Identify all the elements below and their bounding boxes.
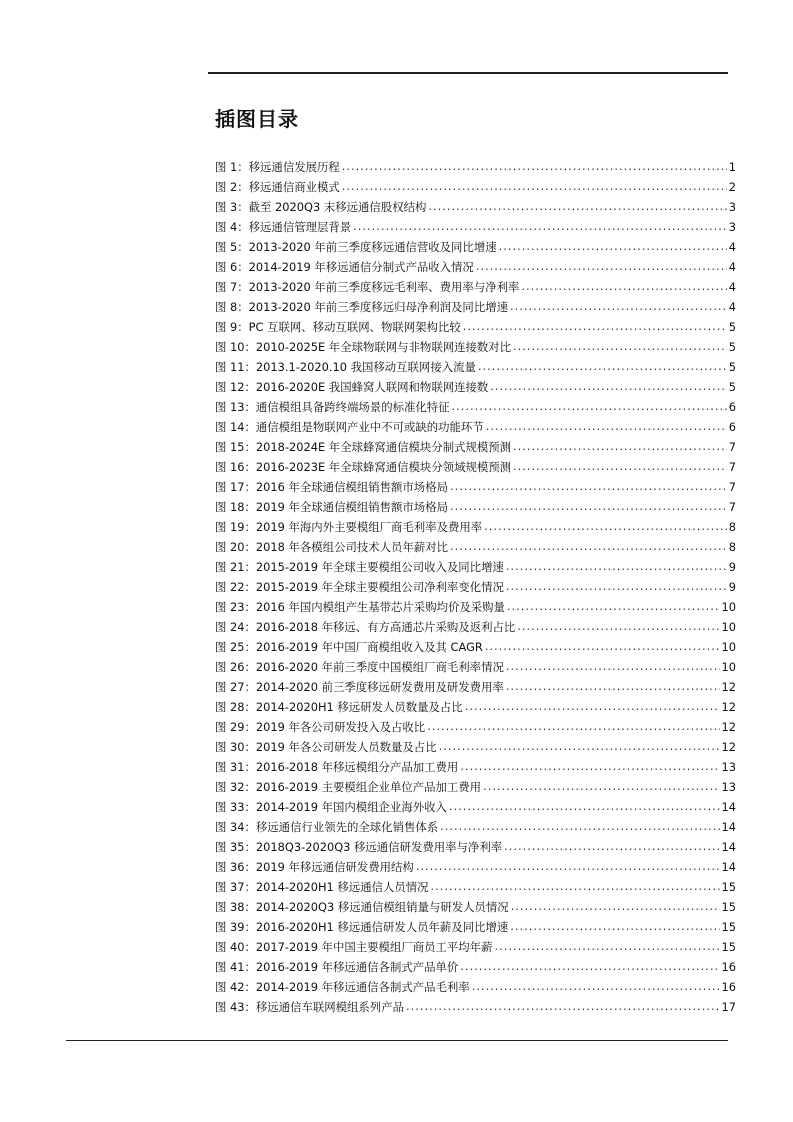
toc-entry[interactable] [215,417,736,437]
toc-entry-page: 1 [728,160,736,174]
toc-entry-page: 14 [721,840,736,854]
toc-entry[interactable] [215,277,736,297]
toc-leader-dots [406,996,720,1016]
toc-entry-label: 图 11：2013.1-2020.10 我国移动互联网接入流量 [215,360,476,374]
toc-entry-page: 9 [728,580,736,594]
toc-entry[interactable] [215,997,736,1017]
toc-entry[interactable] [215,837,736,857]
toc-entry-label: 图 10：2010-2025E 年全球物联网与非物联网连接数对比 [215,340,512,354]
toc-entry[interactable] [215,957,736,977]
toc-entry[interactable] [215,637,736,657]
toc-entry-page: 12 [721,680,736,694]
toc-entry-page: 4 [728,240,736,254]
toc-entry-page: 12 [721,720,736,734]
toc-entry[interactable] [215,557,736,577]
toc-leader-dots [450,476,727,496]
toc-entry-label: 图 3：截至 2020Q3 末移远通信股权结构 [215,200,427,214]
toc-entry-label: 图 14：通信模组是物联网产业中不可或缺的功能环节 [215,420,484,434]
toc-entry-label: 图 2：移远通信商业模式 [215,180,340,194]
toc-entry[interactable] [215,517,736,537]
toc-entry-label: 图 38：2014-2020Q3 移远通信模组销量与研发人员情况 [215,900,509,914]
toc-leader-dots [440,816,719,836]
header-rule [208,72,728,74]
toc-leader-dots [450,536,727,556]
toc-entry[interactable] [215,197,736,217]
toc-leader-dots [463,316,727,336]
toc-entry-label: 图 12：2016-2020E 我国蜂窝人联网和物联网连接数 [215,380,489,394]
toc-entry-page: 6 [728,400,736,414]
toc-entry-page: 5 [728,380,736,394]
toc-entry[interactable] [215,157,736,177]
toc-entry-label: 图 30：2019 年各公司研发人员数量及占比 [215,740,437,754]
toc-entry-label: 图 20：2018 年各模组公司技术人员年薪对比 [215,540,448,554]
toc-entry-page: 10 [721,600,736,614]
toc-entry-label: 图 8：2013-2020 年前三季度移远归母净利润及同比增速 [215,300,508,314]
toc-leader-dots [506,556,727,576]
toc-leader-dots [484,516,727,536]
toc-entry[interactable] [215,177,736,197]
toc-leader-dots [511,896,720,916]
toc-leader-dots [507,596,720,616]
toc-entry-label: 图 35：2018Q3-2020Q3 移远通信研发费用率与净利率 [215,840,503,854]
toc-entry[interactable] [215,457,736,477]
toc-entry-label: 图 13：通信模组具备跨终端场景的标准化特征 [215,400,450,414]
toc-leader-dots [472,976,720,996]
toc-entry[interactable] [215,757,736,777]
toc-entry-page: 12 [721,700,736,714]
toc-entry-page: 5 [728,340,736,354]
toc-entry[interactable] [215,477,736,497]
toc-entry[interactable] [215,597,736,617]
toc-entry-label: 图 22：2015-2019 年全球主要模组公司净利率变化情况 [215,580,504,594]
toc-entry-label: 图 34：移远通信行业领先的全球化销售体系 [215,820,439,834]
toc-entry-page: 3 [728,200,736,214]
toc-leader-dots [478,356,727,376]
toc-leader-dots [499,236,727,256]
toc-leader-dots [439,736,720,756]
toc-entry[interactable] [215,917,736,937]
toc-entry-page: 10 [721,640,736,654]
toc-entry-label: 图 15：2018-2024E 年全球蜂窝通信模块分制式规模预测 [215,440,512,454]
toc-entry[interactable] [215,497,736,517]
toc-entry-page: 7 [728,500,736,514]
toc-leader-dots [506,656,720,676]
toc-entry[interactable] [215,577,736,597]
toc-entry[interactable] [215,397,736,417]
toc-entry-page: 8 [728,540,736,554]
toc-entry-label: 图 37：2014-2020H1 移远通信人员情况 [215,880,429,894]
toc-entry[interactable] [215,977,736,997]
toc-entry-label: 图 5：2013-2020 年前三季度移远通信营收及同比增速 [215,240,497,254]
toc-entry-label: 图 28：2014-2020H1 移远研发人员数量及占比 [215,700,463,714]
toc-entry[interactable] [215,897,736,917]
toc-entry-label: 图 32：2016-2019 主要模组企业单位产品加工费用 [215,780,482,794]
footer-rule [66,1040,728,1041]
toc-leader-dots [416,856,720,876]
toc-entry-label: 图 33：2014-2019 年国内模组企业海外收入 [215,800,447,814]
toc-leader-dots [450,496,727,516]
toc-entry-page: 4 [728,280,736,294]
toc-entry-label: 图 21：2015-2019 年全球主要模组公司收入及同比增速 [215,560,504,574]
toc-entry[interactable] [215,377,736,397]
toc-leader-dots [431,876,720,896]
toc-leader-dots [513,436,727,456]
toc-leader-dots [428,196,726,216]
toc-entry[interactable] [215,737,736,757]
toc-entry[interactable] [215,717,736,737]
toc-entry[interactable] [215,537,736,557]
toc-entry-page: 16 [721,980,736,994]
toc-entry-page: 17 [721,1000,736,1014]
toc-entry-page: 14 [721,820,736,834]
toc-leader-dots [342,176,727,196]
toc-entry-page: 13 [721,760,736,774]
toc-entry-page: 13 [721,780,736,794]
toc-entry-label: 图 29：2019 年各公司研发投入及占收比 [215,720,426,734]
toc-entry[interactable] [215,697,736,717]
toc-entry-page: 10 [721,660,736,674]
toc-entry-page: 4 [728,260,736,274]
toc-entry-page: 14 [721,860,736,874]
toc-leader-dots [353,216,727,236]
toc-leader-dots [513,336,727,356]
toc-entry[interactable] [215,437,736,457]
toc-leader-dots [476,256,727,276]
toc-entry[interactable] [215,257,736,277]
toc-entry-page: 16 [721,960,736,974]
toc-entry-page: 15 [721,900,736,914]
toc-entry-page: 8 [728,520,736,534]
toc-leader-dots [506,576,727,596]
toc-entry-page: 15 [721,940,736,954]
toc-entry[interactable] [215,217,736,237]
toc-leader-dots [460,956,719,976]
toc-leader-dots [460,756,719,776]
toc-entry-page: 15 [721,880,736,894]
toc-entry-page: 14 [721,800,736,814]
toc-leader-dots [490,376,726,396]
toc-entry-label: 图 6：2014-2019 年移远通信分制式产品收入情况 [215,260,474,274]
toc-entry[interactable] [215,877,736,897]
toc-entry[interactable] [215,357,736,377]
toc-entry-label: 图 42：2014-2019 年移远通信各制式产品毛利率 [215,980,470,994]
toc-leader-dots [517,616,719,636]
toc-entry-label: 图 43：移远通信车联网模组系列产品 [215,1000,404,1014]
toc-entry-page: 4 [728,300,736,314]
toc-entry-label: 图 19：2019 年海内外主要模组厂商毛利率及费用率 [215,520,483,534]
toc-leader-dots [342,156,727,176]
toc-entry-page: 7 [728,460,736,474]
toc-leader-dots [449,796,720,816]
toc-entry[interactable] [215,317,736,337]
toc-entry-label: 图 9：PC 互联网、移动互联网、物联网架构比较 [215,320,461,334]
toc-entry-page: 12 [721,740,736,754]
toc-leader-dots [494,936,719,956]
toc-entry-page: 5 [728,360,736,374]
figure-index-list [215,157,736,1017]
toc-entry-page: 6 [728,420,736,434]
toc-entry-label: 图 16：2016-2023E 年全球蜂窝通信模块分领域规模预测 [215,460,512,474]
toc-entry[interactable] [215,797,736,817]
toc-entry-page: 5 [728,320,736,334]
toc-entry-page: 15 [721,920,736,934]
toc-entry-label: 图 18：2019 年全球通信模组销售额市场格局 [215,500,448,514]
toc-entry[interactable] [215,297,736,317]
toc-entry-label: 图 31：2016-2018 年移远模组分产品加工费用 [215,760,459,774]
toc-entry-label: 图 1：移远通信发展历程 [215,160,340,174]
toc-entry-page: 3 [728,220,736,234]
toc-entry-page: 7 [728,440,736,454]
toc-leader-dots [504,836,719,856]
toc-entry-label: 图 36：2019 年移远通信研发费用结构 [215,860,414,874]
toc-entry[interactable] [215,657,736,677]
toc-leader-dots [427,716,719,736]
toc-entry-label: 图 25：2016-2019 年中国厂商模组收入及其 CAGR [215,640,483,654]
toc-entry[interactable] [215,817,736,837]
toc-entry-label: 图 40：2017-2019 年中国主要模组厂商员工平均年薪 [215,940,493,954]
toc-leader-dots [510,296,727,316]
toc-leader-dots [465,696,720,716]
toc-entry[interactable] [215,617,736,637]
toc-leader-dots [486,416,727,436]
toc-leader-dots [506,676,720,696]
toc-entry[interactable] [215,677,736,697]
toc-entry[interactable] [215,937,736,957]
toc-leader-dots [452,396,727,416]
toc-entry[interactable] [215,237,736,257]
toc-entry[interactable] [215,337,736,357]
toc-leader-dots [510,916,719,936]
toc-entry-label: 图 27：2014-2020 前三季度移远研发费用及研发费用率 [215,680,504,694]
toc-entry-page: 7 [728,480,736,494]
toc-entry-page: 2 [728,180,736,194]
toc-leader-dots [483,776,719,796]
toc-entry-page: 9 [728,560,736,574]
page-title: 插图目录 [215,107,299,131]
toc-entry-label: 图 39：2016-2020H1 移远通信研发人员年薪及同比增速 [215,920,509,934]
toc-entry-label: 图 24：2016-2018 年移远、有方高通芯片采购及返利占比 [215,620,516,634]
toc-entry-label: 图 23：2016 年国内模组产生基带芯片采购均价及采购量 [215,600,505,614]
toc-entry-label: 图 7：2013-2020 年前三季度移远毛利率、费用率与净利率 [215,280,520,294]
toc-leader-dots [513,456,727,476]
toc-entry-label: 图 17：2016 年全球通信模组销售额市场格局 [215,480,448,494]
toc-entry-label: 图 41：2016-2019 年移远通信各制式产品单价 [215,960,459,974]
toc-entry[interactable] [215,777,736,797]
toc-leader-dots [485,636,720,656]
toc-entry-page: 10 [721,620,736,634]
toc-entry[interactable] [215,857,736,877]
toc-leader-dots [521,276,726,296]
toc-entry-label: 图 4：移远通信管理层背景 [215,220,352,234]
toc-entry-label: 图 26：2016-2020 年前三季度中国模组厂商毛利率情况 [215,660,504,674]
